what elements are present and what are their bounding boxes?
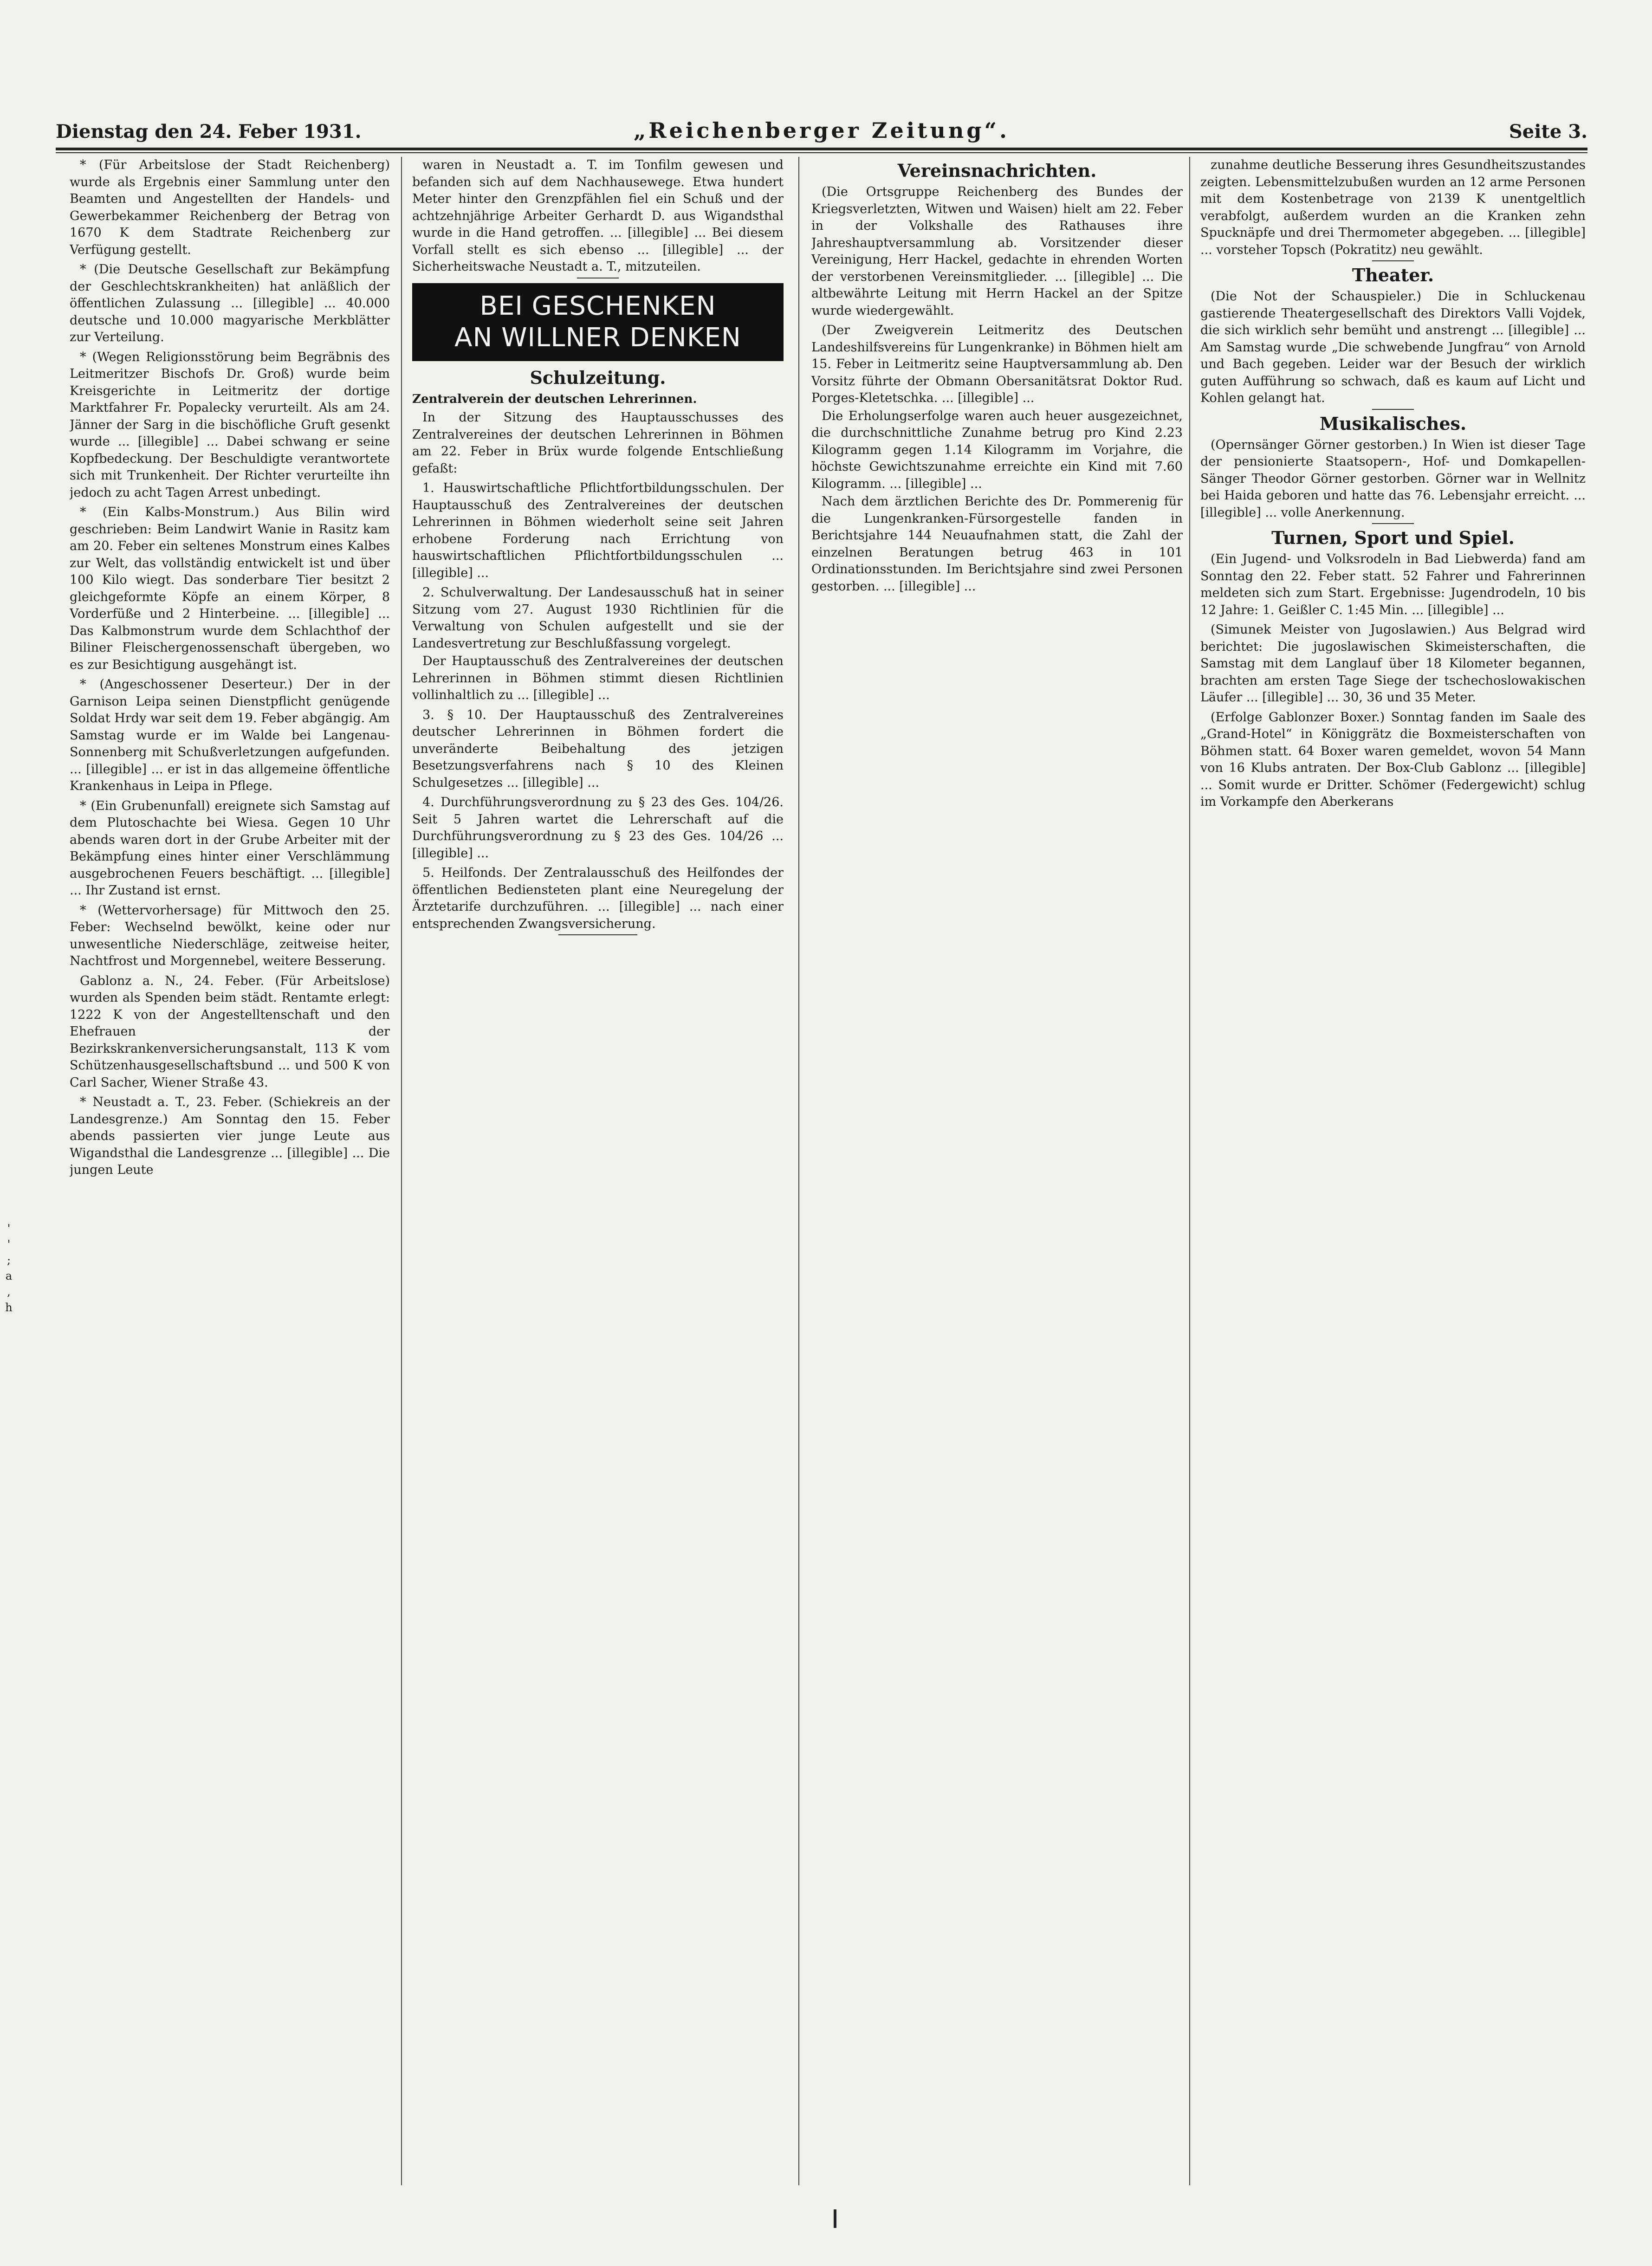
section-heading-school: Schulzeitung. xyxy=(530,367,666,388)
margin-letter: a xyxy=(5,1269,13,1282)
column-rule xyxy=(401,157,402,2185)
margin-letter: , xyxy=(7,1285,11,1298)
margin-letter: h xyxy=(5,1301,13,1314)
ad-line: AN WILLNER DENKEN xyxy=(454,322,741,353)
separator xyxy=(1372,523,1414,524)
resolution-item: 4. Durchführungsverordnung zu § 23 des Ges. 104/26. Seit 5 Jahren wartet die Lehrerschaft auf die Durchführungsverordnung zu § 23 des Ges. 104/26 ... [illegible] ... xyxy=(412,795,784,861)
separator xyxy=(1372,409,1414,410)
masthead xyxy=(56,115,1587,152)
margin-letter: ; xyxy=(6,1254,11,1267)
section-heading-theater: Theater. xyxy=(1352,265,1434,285)
article-calf-monster: * (Ein Kalbs-Monstrum.) Aus Bilin wird geschrieben: Beim Landwirt Wanie in Rasitz kam am 20. Feber ein seltenes Monstrum eines Kalbes zur Welt, das vollständig entwickelt ist und über 100 Kilo wiegt. Das sonderbare Tier besitzt 2 gleichgeformte Köpfe an einem Körper, 8 Vorderfüße und 2 Hinterbeine. ... [illegible] ... Das Kalbmonstrum wurde dem Schlachthof der Biliner Fleischergenossenschaft übergeben, wo es zur Besichtigung ausgehängt ist. xyxy=(70,505,390,672)
resolution-intro: In der Sitzung des Hauptausschusses des Zentralvereines der deutschen Lehrerinnen in Böhmen am 22. Feber in Brüx wurde folgende Entschließung gefaßt: xyxy=(412,410,784,476)
article-lung-patients-report: Nach dem ärztlichen Berichte des Dr. Pommerenig für die Lungenkranken-Fürsorgestelle fanden in Berichtsjahre 144 Neuaufnahmen statt, die Zahl der einzelnen Beratungen betrug 463 in 101 Ordinationsstunden. Im Berichtsjahre sind zwei Personen gestorben. ... [illegible] ... xyxy=(811,494,1183,594)
margin-letter: ' xyxy=(7,1238,11,1251)
column-club-news xyxy=(811,157,1183,2185)
section-heading-music: Musikalisches. xyxy=(1319,413,1467,434)
article-gablonz-donations: Gablonz a. N., 24. Feber. (Für Arbeitslose) wurden als Spenden beim städt. Rentamte erlegt: 1222 K von der Angestelltenschaft und den Ehefrauen der Bezirkskrankenversicherungsanstalt, 113 K vom Schützenhausgesellschaftsbund ... und 500 K von Carl Sacher, Wiener Straße 43. xyxy=(70,973,390,1090)
issue-date: Dienstag den 24. Feber 1931. xyxy=(56,121,362,142)
article-war-invalids: (Die Ortsgruppe Reichenberg des Bundes der Kriegsverletzten, Witwen und Waisen) hielt am 22. Feber in der Volkshalle des Rathauses ihre Jahreshauptversammlung ab. Vorsitzender dieser Vereinigung, Herr Hackel, gedachte in ehrenden Worten der verstorbenen Vereinsmitglieder. ... [illegible] ... Die altbewährte Leitung mit Herrn Hackel an der Spitze wurde wiedergewählt. xyxy=(811,185,1183,318)
header-rule xyxy=(56,148,1587,150)
margin-letters xyxy=(4,1221,14,1315)
article-ski-championship: (Simunek Meister von Jugoslawien.) Aus Belgrad wird berichtet: Die jugoslawischen Skimeisterschaften, die Samstag mit dem Langlauf über 18 Kilometer begannen, brachten am ersten Tage Siege der tschechoslowakischen Läufer ... [illegible] ... 30, 36 und 35 Meter. xyxy=(1200,622,1586,705)
separator xyxy=(558,934,637,935)
article-venereal-society: * (Die Deutsche Gesellschaft zur Bekämpfung der Geschlechtskrankheiten) hat anläßlich der öffentlichen Zulassung ... [illegible] ... 40.000 deutsche und 10.000 magyarische Merkblätter zur Verteilung. xyxy=(70,262,390,344)
article-boxing-results: (Erfolge Gablonzer Boxer.) Sonntag fanden im Saale des „Grand-Hotel“ in Königgrätz die Boxmeisterschaften von Böhmen statt. 64 Boxer waren gemeldet, wovon 54 Mann von 16 Klubs antraten. Der Box-Club Gablonz ... [illegible] ... Somit wurde er Dritter. Schömer (Federgewicht) schlug im Vorkampfe den Aberkerans xyxy=(1200,710,1586,809)
resolution-item: 1. Hauswirtschaftliche Pflichtfortbildungsschulen. Der Hauptausschuß des Zentralvereines der deutschen Lehrerinnen in Böhmen wiederholt seine seit Jahren erhobene Forderung nach Errichtung von hauswirtschaftlichen Pflichtfortbildungsschulen ... [illegible] ... xyxy=(412,481,784,580)
article-toboggan-race: (Ein Jugend- und Volksrodeln in Bad Liebwerda) fand am Sonntag den 22. Feber statt. 52 Fahrer und Fahrerinnen meldeten sich zum Start. Ergebnisse: Jugendrodeln, 10 bis 12 Jahre: 1. Geißler C. 1:45 Min. ... [illegible] ... xyxy=(1200,552,1586,617)
article-lung-patients-end: zunahme deutliche Besserung ihres Gesundheitszustandes zeigten. Lebensmittelzubußen wurden an 12 arme Personen mit dem Kostenbetrage von 2139 K unentgeltlich verabfolgt, außerdem wurden an die Kranken zehn Spucknäpfe und drei Thermometer abgegeben. ... [illegible] ... vorsteher Topsch (Pokratitz) neu gewählt. xyxy=(1200,158,1586,257)
margin-letter: ' xyxy=(7,1222,11,1235)
ad-line: BEI GESCHENKEN xyxy=(479,291,716,321)
article-actors-hardship: (Die Not der Schauspieler.) Die in Schluckenau gastierende Theatergesellschaft des Direktors Valli Vojdek, die sich wirklich sehr bemüht und anstrengt ... [illegible] ... Am Samstag wurde „Die schwebende Jungfrau“ von Arnold und Bach gegeben. Leider war der Besuch der wirklich guten Aufführung so schwach, daß es kaum auf Licht und Kohlen gelangt hat. xyxy=(1200,289,1586,405)
header-rule-thin xyxy=(56,152,1587,153)
column-school-news xyxy=(412,157,784,2185)
resolution-item: 3. § 10. Der Hauptausschuß des Zentralvereines deutscher Lehrerinnen in Böhmen fordert die unveränderte Beibehaltung des jetzigen Besetzungsverfahrens nach § 10 des Kleinen Schulgesetzes ... [illegible] ... xyxy=(412,707,784,790)
article-unemployed-donation: * (Für Arbeitslose der Stadt Reichenberg) wurde als Ergebnis einer Sammlung unter den Beamten und Angestellten der Handels- und Gewerbekammer Reichenberg der Betrag von 1670 K dem Stadtrate Reichenberg zur Verfügung gestellt. xyxy=(70,158,390,257)
newspaper-title: „Reichenberger Zeitung“. xyxy=(633,118,1010,143)
column-culture-sport xyxy=(1200,157,1586,2185)
article-deserter-shot: * (Angeschossener Deserteur.) Der in der Garnison Leipa seinen Dienstpflicht genügende Soldat Hrdy war seit dem 19. Feber abgängig. Am Samstag wurde er im Walde bei Langenau-Sonnenberg mit Schußverletzungen aufgefunden. ... [illegible] ... er ist in das allgemeine öffentliche Krankenhaus in Leipa in Pflege. xyxy=(70,677,390,793)
subheading-teachers-association: Zentralverein der deutschen Lehrerinnen. xyxy=(412,392,697,406)
article-border-shooting: * Neustadt a. T., 23. Feber. (Schiekreis an der Landesgrenze.) Am Sonntag den 15. Feber abends passierten vier junge Leute aus Wigandsthal die Landesgrenze ... [illegible] ... Die jungen Leute xyxy=(70,1095,390,1177)
article-border-shooting-cont: waren in Neustadt a. T. im Tonfilm gewesen und befanden sich auf dem Nachhausewege. Etwa hundert Meter hinter den Grenzpfählen fiel ein Schuß und der achtzehnjährige Arbeiter Gerhardt D. aus Wigandsthal wurde in die Hand getroffen. ... [illegible] ... Bei diesem Vorfall stellt es sich ebenso ... [illegible] ... der Sicherheitswache Neustadt a. T., mitzuteilen. xyxy=(412,158,784,274)
resolution-item: 2. Schulverwaltung. Der Landesausschuß hat in seiner Sitzung vom 27. August 1930 Richtlinien für die Verwaltung von Schulen aufgestellt und sie der Landesvertretung zur Beschlußfassung vorgelegt. xyxy=(412,585,784,651)
article-mine-accident: * (Ein Grubenunfall) ereignete sich Samstag auf dem Plutoschachte bei Wiesa. Gegen 10 Uhr abends waren dort in der Grube Arbeiter mit der Bekämpfung eines hinter einer Verschlämmung ausgebrochenen Feuers beschäftigt. ... [illegible] ... Ihr Zustand ist ernst. xyxy=(70,798,390,898)
column-rule xyxy=(1189,157,1190,2185)
article-weather-forecast: * (Wettervorhersage) für Mittwoch den 25. Feber: Wechselnd bewölkt, keine oder nur unwesentliche Niederschläge, zeitweise heiter, Nachtfrost und Morgennebel, weitere Besserung. xyxy=(70,903,390,968)
section-heading-clubs: Vereinsnachrichten. xyxy=(897,160,1097,181)
article-funeral-disturbance: * (Wegen Religionsstörung beim Begräbnis des Leitmeritzer Bischofs Dr. Groß) wurde beim Kreisgerichte in Leitmeritz der dortige Marktfahrer Fr. Popalecky verurteilt. Als am 24. Jänner der Sarg in die bischöfliche Gruft gesenkt wurde ... [illegible] ... Dabei schwang er seine Kopfbedeckung. Der Beschuldigte verantwortete sich mit Trunkenheit. Der Richter verurteilte ihn jedoch zu acht Tagen Arrest unbedingt. xyxy=(70,350,390,500)
page-number: Seite 3. xyxy=(1509,121,1587,142)
article-lung-patients-cont: Die Erholungserfolge waren auch heuer ausgezeichnet, die durchschnittliche Zunahme betrug pro Kind 2.23 Kilogramm gegen 1.14 Kilogramm im Vorjahre, die höchste Gewichtszunahme erreichte ein Kind mit 7.60 Kilogramm. ... [illegible] ... xyxy=(811,408,1183,491)
article-lung-patients-society: (Der Zweigverein Leitmeritz des Deutschen Landeshilfsvereins für Lungenkranke) in Böhmen hielt am 15. Feber in Leitmeritz seine Hauptversammlung ab. Den Vorsitz führte der Obmann Obersanitätsrat Doktor Rud. Porges-Kletetschka. ... [illegible] ... xyxy=(811,323,1183,405)
article-goerner-obituary: (Opernsänger Görner gestorben.) In Wien ist dieser Tage der pensionierte Staatsopern-, Hof- und Domkapellen-Sänger Theodor Görner gestorben. Görner war in Wellnitz bei Haida geboren und hatte das 76. Lebensjahr erreicht. ... [illegible] ... volle Anerkennung. xyxy=(1200,437,1586,520)
footer-mark xyxy=(834,2209,836,2228)
resolution-item: 5. Heilfonds. Der Zentralausschuß des Heilfondes der öffentlichen Bediensteten plant eine Neuregelung der Ärztetarife durchzuführen. ... [illegible] ... nach einer entsprechenden Zwangsversicherung. xyxy=(412,866,784,931)
section-heading-sport: Turnen, Sport und Spiel. xyxy=(1271,527,1515,548)
separator xyxy=(1372,260,1414,261)
column-local-news xyxy=(70,157,390,2185)
resolution-item: Der Hauptausschuß des Zentralvereines der deutschen Lehrerinnen in Böhmen stimmt diesen Richtlinien vollinhaltlich zu ... [illegible] ... xyxy=(412,654,784,702)
column-rule xyxy=(798,157,799,2185)
willner-advertisement xyxy=(412,283,784,361)
